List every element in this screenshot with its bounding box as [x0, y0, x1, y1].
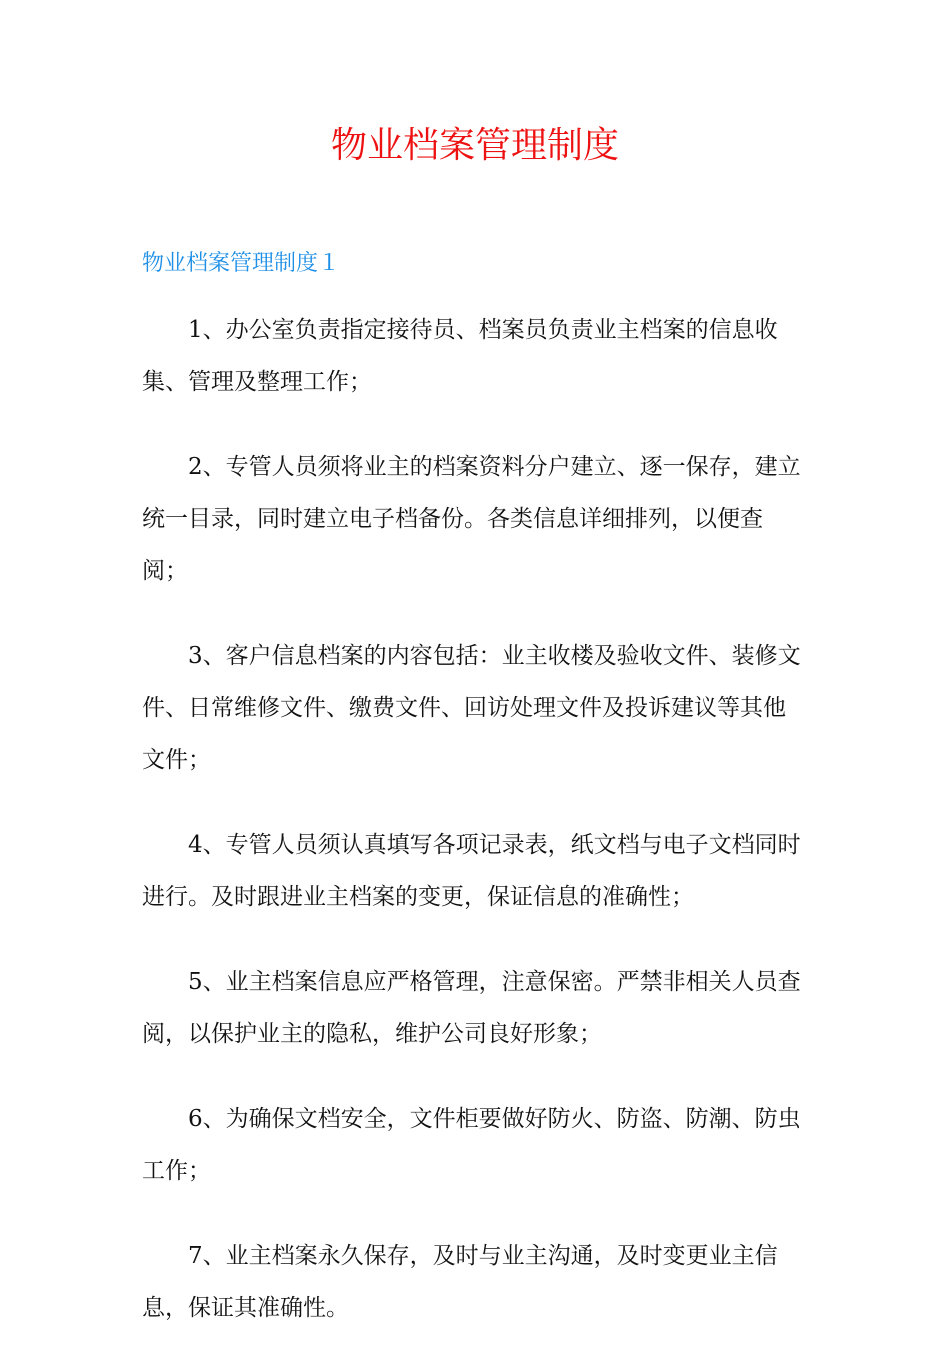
paragraph-6: 6、为确保文档安全，文件柜要做好防火、防盗、防潮、防虫工作； [142, 1106, 801, 1184]
paragraph-7: 7、业主档案永久保存，及时与业主沟通，及时变更业主信息，保证其准确性。 [142, 1243, 778, 1321]
document-title: 物业档案管理制度 [330, 125, 619, 166]
document-body [142, 304, 806, 1367]
paragraph-3: 3、客户信息档案的内容包括：业主收楼及验收文件、装修文件、日常维修文件、缴费文件、回访处理文件及投诉建议等其他文件； [142, 643, 801, 773]
paragraph-2: 2、专管人员须将业主的档案资料分户建立、逐一保存，建立统一目录，同时建立电子档备份。各类信息详细排列，以便查阅； [142, 454, 801, 584]
section-heading: 物业档案管理制度１ [142, 251, 341, 276]
paragraph-5: 5、业主档案信息应严格管理，注意保密。严禁非相关人员查阅，以保护业主的隐私，维护公司良好形象； [142, 969, 801, 1047]
paragraph-4: 4、专管人员须认真填写各项记录表，纸文档与电子文档同时进行。及时跟进业主档案的变更，保证信息的准确性； [142, 832, 801, 910]
paragraph-1: 1、办公室负责指定接待员、档案员负责业主档案的信息收集、管理及整理工作； [142, 317, 778, 395]
